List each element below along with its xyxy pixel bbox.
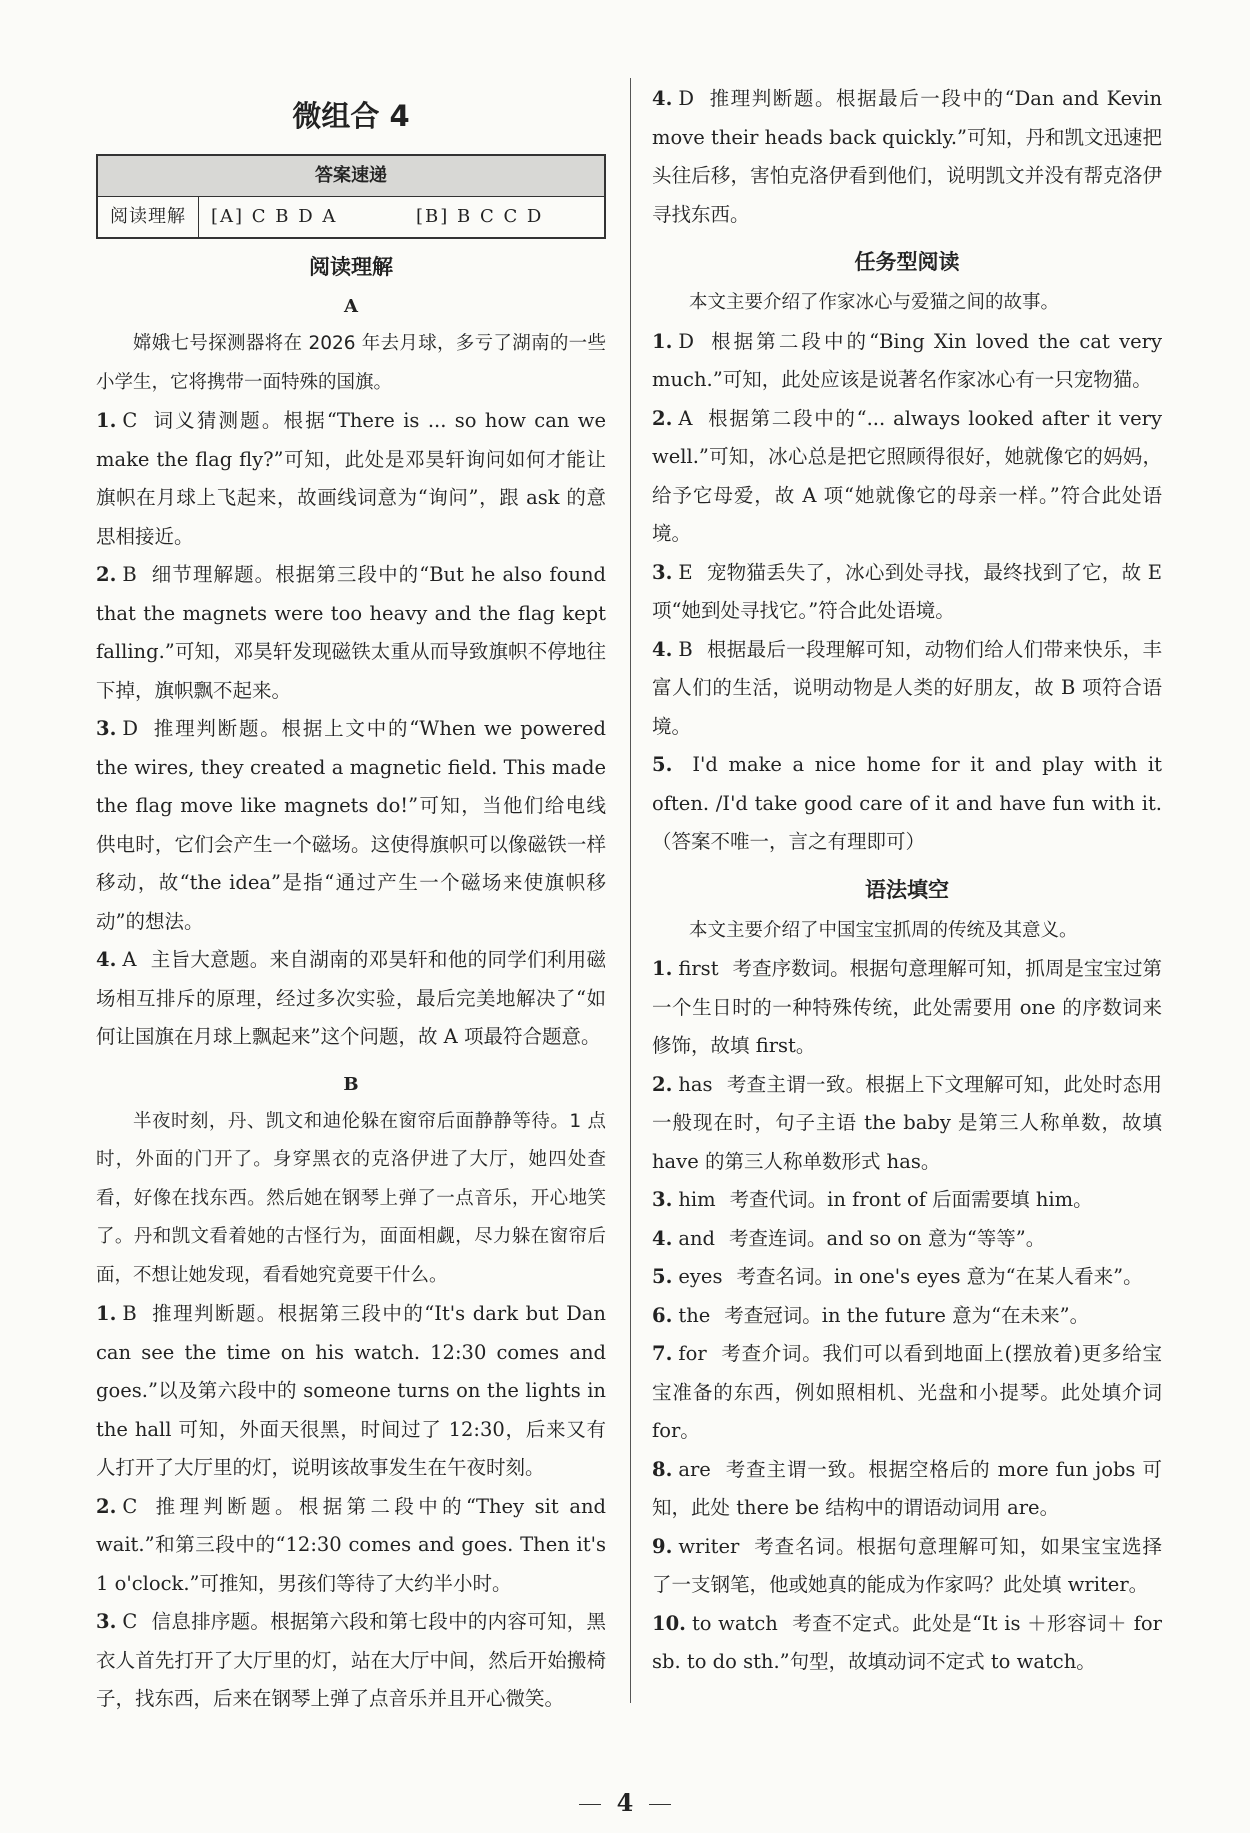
answer-item: 5. eyes 考查名词。in one's eyes 意为“在某人看来”。: [652, 1265, 1143, 1288]
answer-item: 2. has 考查主谓一致。根据上下文理解可知，此处时态用一般现在时，句子主语 the baby 是第三人称单数，故填 have 的第三人称单数形式 has。: [652, 1072, 1162, 1173]
answer-item: 3. C 信息排序题。根据第六段和第七段中的内容可知，黑衣人首先打开了大厅里的灯，站在大厅中间，然后开始搬椅子，找东西，后来在钢琴上弹了点音乐并且开心微笑。: [96, 1610, 606, 1710]
section-heading-reading: 阅读理解: [309, 255, 393, 279]
page-number-dash-right: [649, 1804, 671, 1805]
task-reading-intro: 本文主要介绍了作家冰心与爱猫之间的故事。: [689, 292, 1060, 313]
answer-item: 2. A 根据第二段中的“... always looked after it very well.”可知，冰心总是把它照顾得很好，她就像它的妈妈，给予它母爱，故 A 项“她就像它的母亲一样。”符合此处语境。: [652, 406, 1162, 545]
answer-item: 1. D 根据第二段中的“Bing Xin loved the cat very much.”可知，此处应该是说著名作家冰心有一只宠物猫。: [652, 329, 1162, 391]
section-heading-task-reading: 任务型阅读: [854, 250, 960, 274]
answer-item: 9. writer 考查名词。根据句意理解可知，如果宝宝选择了一支钢笔，他或她真的能成为作家吗？此处填 writer。: [652, 1534, 1162, 1596]
page-number: [0, 1788, 1250, 1818]
answer-item: 4. and 考查连词。and so on 意为“等等”。: [652, 1226, 1046, 1250]
answer-item: 10. to watch 考查不定式。此处是“It is ＋形容词＋ for sb. to do sth.”句型，故填动词不定式 to watch。: [652, 1611, 1162, 1673]
answer-item: 1. C 词义猜测题。根据“There is ... so how can we make the flag fly?”可知，此处是邓昊轩询问如何才能让旗帜在月球上飞起来，故画线词意为“询问”，跟 ask 的意思相接近。: [96, 409, 606, 548]
answer-item: 1. B 推理判断题。根据第三段中的“It's dark but Dan can see the time on his watch. 12:30 comes and goes.”以及第六段中的 someone turns on the lights in the hall 可知，外面天很黑，时间过了 12:30，后来又有人打开了大厅里的灯，说明该故事发生在午夜时刻。: [96, 1302, 606, 1479]
column-divider: [630, 78, 631, 1703]
answer-item: 2. B 细节理解题。根据第三段中的“But he also found that the magnets were too heavy and the flag kept falling.”可知，邓昊轩发现磁铁太重从而导致旗帜不停地往下掉，旗帜飘不起来。: [96, 563, 606, 702]
grammar-intro: 本文主要介绍了中国宝宝抓周的传统及其意义。: [689, 919, 1078, 941]
answer-item: 3. E 宠物猫丢失了，冰心到处寻找，最终找到了它，故 E 项“她到处寻找它。”符合此处语境。: [652, 560, 1162, 622]
left-column: [96, 80, 606, 1719]
page-title: 微组合 4: [292, 99, 410, 133]
answer-box-label: 阅读理解: [98, 197, 199, 237]
answer-item: 1. first 考查序数词。根据句意理解可知，抓周是宝宝过第一个生日时的一种特殊传统，此处需要用 one 的序数词来修饰，故填 first。: [652, 957, 1162, 1057]
passage-a-label: A: [344, 296, 358, 317]
passage-a-intro: 嫦娥七号探测器将在 2026 年去月球，多亏了湖南的一些小学生，它将携带一面特殊的国旗。: [96, 333, 606, 393]
section-heading-grammar: 语法填空: [865, 877, 949, 902]
answer-part-b: [B] B C C D: [416, 206, 544, 227]
right-column: [652, 80, 1162, 1682]
answer-item: 7. for 考查介词。我们可以看到地面上(摆放着)更多给宝宝准备的东西，例如照相机、光盘和小提琴。此处填介词 for。: [652, 1342, 1162, 1442]
page-number-dash-left: [579, 1804, 601, 1805]
answer-box-row: [98, 197, 604, 237]
answer-item: 2. C 推理判断题。根据第二段中的“They sit and wait.”和第三段中的“12:30 comes and goes. Then it's 1 o'clock.”可推知，男孩们等待了大约半小时。: [96, 1494, 606, 1595]
passage-b-label: B: [343, 1073, 359, 1095]
answer-part-a: [A] C B D A: [211, 206, 338, 227]
answer-box-header: 答案速递: [98, 156, 604, 197]
answer-item: 4. B 根据最后一段理解可知，动物们给人们带来快乐，丰富人们的生活，说明动物是人类的好朋友，故 B 项符合语境。: [652, 637, 1162, 738]
answer-item: 3. him 考查代词。in front of 后面需要填 him。: [652, 1188, 1093, 1211]
passage-b-intro: 半夜时刻，丹、凯文和迪伦躲在窗帘后面静静等待。1 点时，外面的门开了。身穿黑衣的克洛伊进了大厅，她四处查看，好像在找东西。然后她在钢琴上弹了一点音乐，开心地笑了。丹和凯文看着她的古怪行为，面面相觑，尽力躲在窗帘后面，不想让她发现，看看她究竟要干什么。: [96, 1110, 606, 1286]
page-number-value: 4: [616, 1788, 634, 1817]
answer-summary-box: [96, 154, 606, 239]
answer-item: 5. I'd make a nice home for it and play with it often. /I'd take good care of it and have fun with it.（答案不唯一，言之有理即可）: [652, 753, 1162, 853]
answer-item: 8. are 考查主谓一致。根据空格后的 more fun jobs 可知，此处 there be 结构中的谓语动词用 are。: [652, 1457, 1162, 1519]
answer-item: 3. D 推理判断题。根据上文中的“When we powered the wires, they created a magnetic field. This made the flag move like magnets do!”可知，当他们给电线供电时，它们会产生一个磁场。这使得旗帜可以像磁铁一样移动，故“the idea”是指“通过产生一个磁场来使旗帜移动”的想法。: [96, 717, 606, 933]
answer-item: 6. the 考查冠词。in the future 意为“在未来”。: [652, 1303, 1090, 1327]
answer-item: 4. D 推理判断题。根据最后一段中的“Dan and Kevin move their heads back quickly.”可知，丹和凯文迅速把头往后移，害怕克洛伊看到他们，说明凯文并没有帮克洛伊寻找东西。: [652, 87, 1162, 226]
answer-item: 4. A 主旨大意题。来自湖南的邓昊轩和他的同学们利用磁场相互排斥的原理，经过多次实验，最后完美地解决了“如何让国旗在月球上飘起来”这个问题，故 A 项最符合题意。: [96, 948, 606, 1048]
